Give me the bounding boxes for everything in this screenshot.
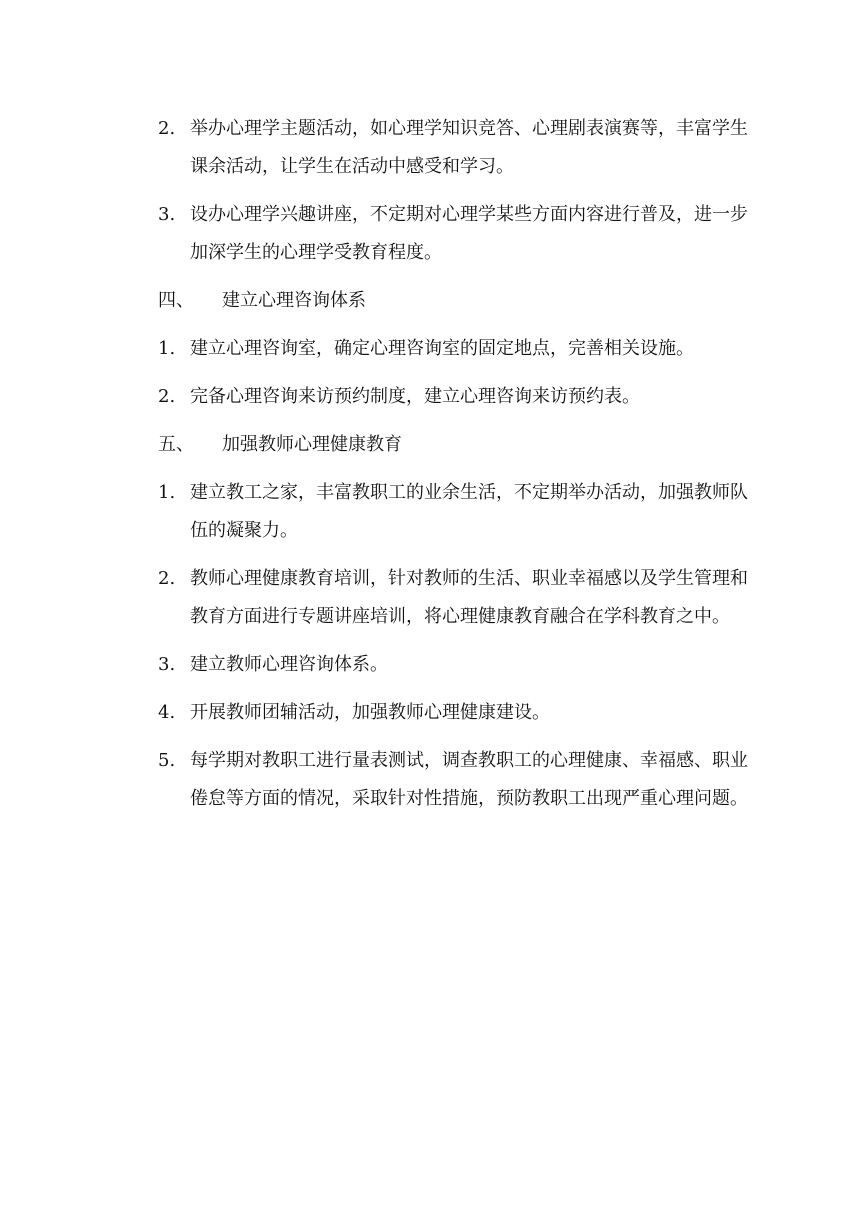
- list-item-text: 建立心理咨询室，确定心理咨询室的固定地点，完善相关设施。: [190, 338, 694, 359]
- list-item-text: 举办心理学主题活动，如心理学知识竞答、心理剧表演赛等，丰富学生课余活动，让学生在活动中感受和学习。: [190, 118, 748, 177]
- list-item-text: 每学期对教职工进行量表测试，调查教职工的心理健康、幸福感、职业倦怠等方面的情况，采取针对性措施，预防教职工出现严重心理问题。: [190, 750, 748, 809]
- list-item-number: 2.: [158, 568, 176, 589]
- list-item-number: 1.: [158, 482, 176, 503]
- section-heading-number: 四、: [158, 290, 194, 311]
- list-item: [158, 330, 748, 368]
- list-item: [158, 110, 748, 186]
- list-item-text: 完备心理咨询来访预约制度，建立心理咨询来访预约表。: [190, 386, 640, 407]
- section-heading: [158, 426, 748, 464]
- list-item: [158, 742, 748, 818]
- list-item-text: 建立教工之家，丰富教职工的业余生活，不定期举办活动，加强教师队伍的凝聚力。: [190, 482, 748, 541]
- list-item-text: 教师心理健康教育培训，针对教师的生活、职业幸福感以及学生管理和教育方面进行专题讲座培训，将心理健康教育融合在学科教育之中。: [190, 568, 748, 627]
- section-heading: [158, 282, 748, 320]
- document-body: [158, 110, 748, 828]
- list-item: [158, 474, 748, 550]
- list-item-text: 开展教师团辅活动，加强教师心理健康建设。: [190, 702, 550, 723]
- list-item: [158, 196, 748, 272]
- section-heading-text: 建立心理咨询体系: [222, 290, 366, 311]
- list-item-number: 2.: [158, 118, 176, 139]
- list-item-text: 建立教师心理咨询体系。: [190, 654, 388, 675]
- section-heading-number: 五、: [158, 434, 194, 455]
- list-item-number: 4.: [158, 702, 176, 723]
- list-item-number: 2.: [158, 386, 176, 407]
- list-item-number: 5.: [158, 750, 176, 771]
- section-heading-text: 加强教师心理健康教育: [222, 434, 402, 455]
- list-item: [158, 560, 748, 636]
- list-item-number: 3.: [158, 204, 176, 225]
- list-item-number: 1.: [158, 338, 176, 359]
- list-item-text: 设办心理学兴趣讲座，不定期对心理学某些方面内容进行普及，进一步加深学生的心理学受教育程度。: [190, 204, 748, 263]
- list-item: [158, 646, 748, 684]
- list-item: [158, 378, 748, 416]
- list-item-number: 3.: [158, 654, 176, 675]
- list-item: [158, 694, 748, 732]
